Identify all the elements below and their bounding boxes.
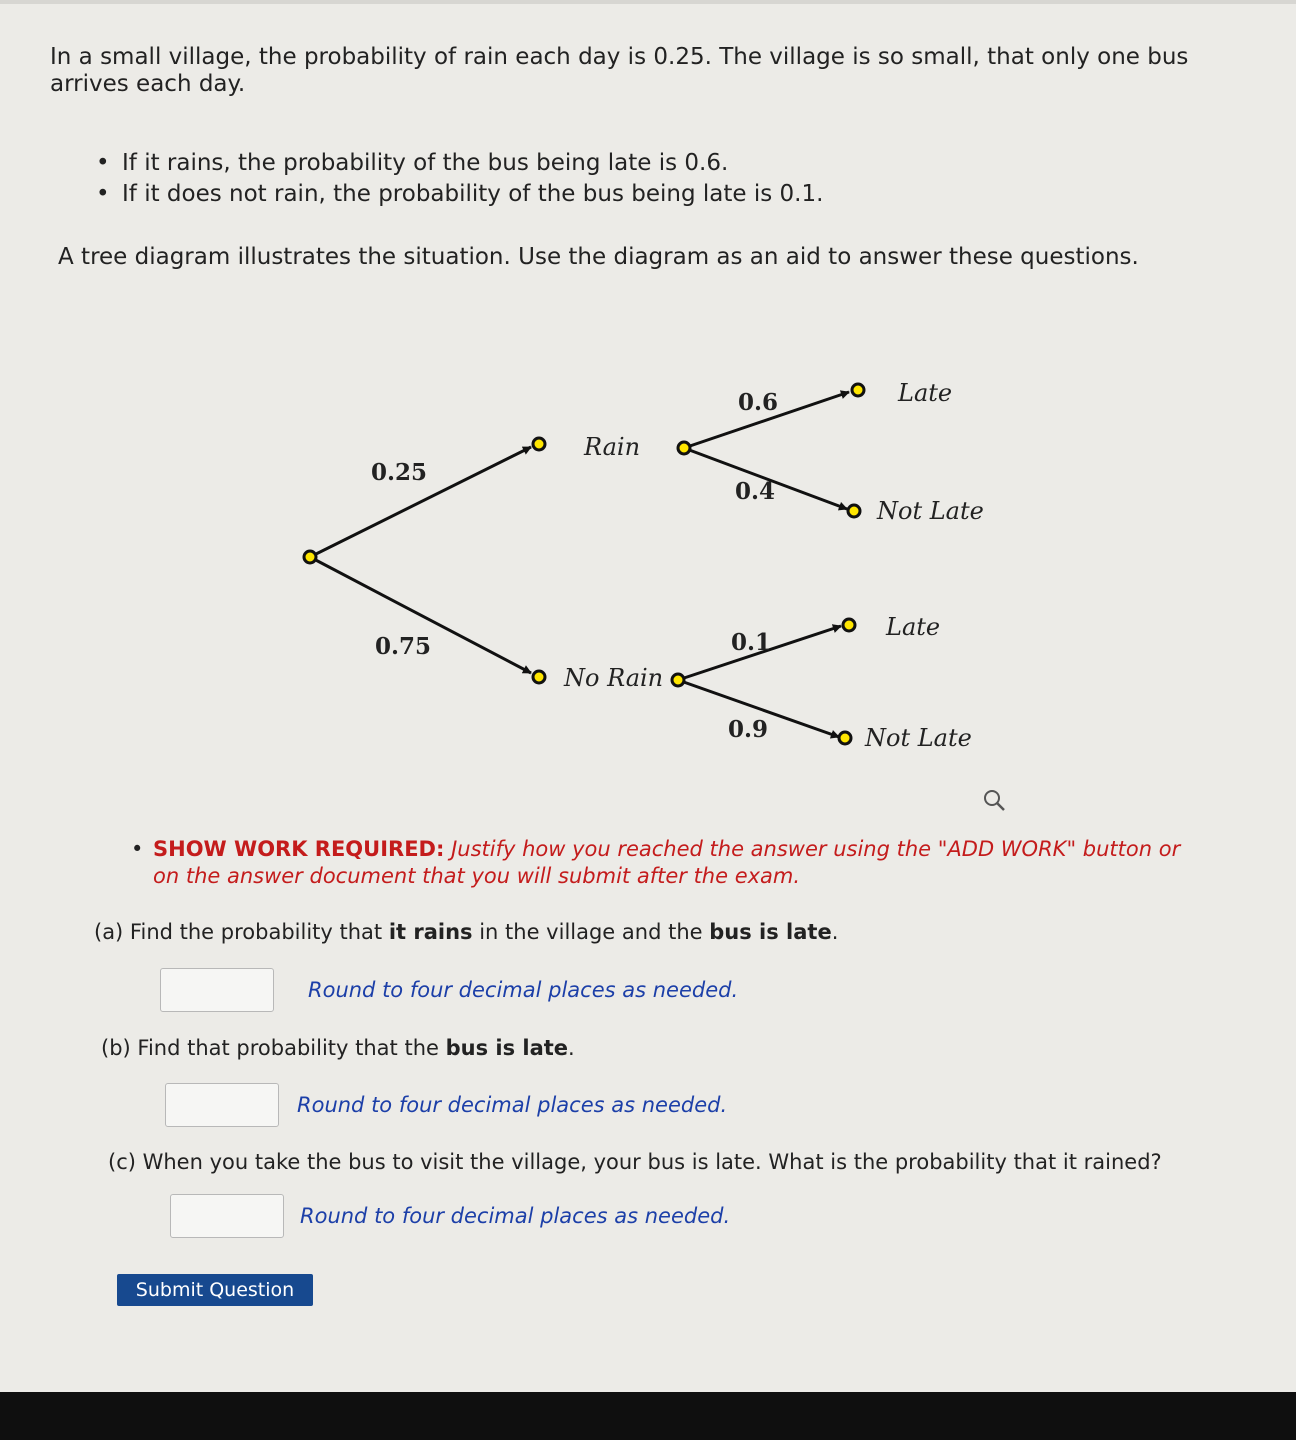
no-rain-start-node xyxy=(672,674,684,686)
magnifier-icon xyxy=(980,786,1010,816)
prob-rain-late-label: 0.6 xyxy=(738,389,779,416)
list-item: • If it does not rain, the probability of the bus being late is 0.1. xyxy=(122,179,823,210)
no-rain-node xyxy=(533,671,545,683)
rain-late-outcome: Late xyxy=(898,379,953,407)
answer-b-input[interactable] xyxy=(165,1083,279,1127)
answer-a-input[interactable] xyxy=(160,968,274,1012)
list-item: • If it rains, the probability of the bus being late is 0.6. xyxy=(122,148,823,179)
question-b xyxy=(101,1036,575,1060)
prob-no-rain-not-late-label: 0.9 xyxy=(728,716,769,743)
answer-c-hint: Round to four decimal places as needed. xyxy=(300,1204,731,1228)
submit-question-button[interactable]: Submit Question xyxy=(117,1274,313,1306)
bottom-bezel xyxy=(0,1392,1296,1440)
question-a xyxy=(94,920,838,944)
answer-c-input[interactable] xyxy=(170,1194,284,1238)
rain-not-late-node xyxy=(848,505,860,517)
prob-no-rain-label: 0.75 xyxy=(375,633,432,660)
question-a-bold-2: bus is late xyxy=(709,920,832,944)
show-work-notice xyxy=(153,836,1213,890)
rain-late-node xyxy=(852,384,864,396)
no-rain-label: No Rain xyxy=(564,664,664,692)
question-a-bold-1: it rains xyxy=(388,920,473,944)
no-rain-late-outcome: Late xyxy=(886,613,941,641)
rain-label: Rain xyxy=(584,433,641,461)
tree-diagram xyxy=(0,300,1296,780)
question-c: (c) When you take the bus to visit the village, your bus is late. What is the probability that it rained? xyxy=(108,1150,1162,1174)
condition-list xyxy=(122,148,823,210)
root-node xyxy=(304,551,316,563)
show-work-text: Justify how you reached the answer using the "ADD WORK" button or on the answer document that you will submit after the exam. xyxy=(153,837,1181,888)
prob-rain-not-late-label: 0.4 xyxy=(735,478,776,505)
question-a-text: (a) Find the probability that xyxy=(94,920,389,944)
prob-rain-label: 0.25 xyxy=(371,459,428,486)
no-rain-not-late-outcome: Not Late xyxy=(865,724,972,752)
question-a-suffix: . xyxy=(831,920,839,944)
problem-intro: In a small village, the probability of rain each day is 0.25. The village is so small, that only one bus arrives each day. xyxy=(50,44,1189,97)
no-rain-not-late-node xyxy=(839,732,851,744)
answer-b-hint: Round to four decimal places as needed. xyxy=(297,1093,728,1117)
question-b-text: (b) Find that probability that the xyxy=(101,1036,446,1060)
rain-node xyxy=(533,438,545,450)
show-work-prefix: SHOW WORK REQUIRED: xyxy=(153,837,445,861)
no-rain-late-node xyxy=(843,619,855,631)
rain-not-late-outcome: Not Late xyxy=(877,497,984,525)
question-b-bold: bus is late xyxy=(445,1036,569,1060)
question-a-text-mid: in the village and the xyxy=(472,920,710,944)
top-divider xyxy=(0,0,1296,4)
tree-intro-text: A tree diagram illustrates the situation. Use the diagram as an aid to answer these questions. xyxy=(58,244,1139,270)
prob-no-rain-late-label: 0.1 xyxy=(731,629,772,656)
question-b-suffix: . xyxy=(568,1036,575,1060)
rain-start-node xyxy=(678,442,690,454)
answer-a-hint: Round to four decimal places as needed. xyxy=(308,978,739,1002)
